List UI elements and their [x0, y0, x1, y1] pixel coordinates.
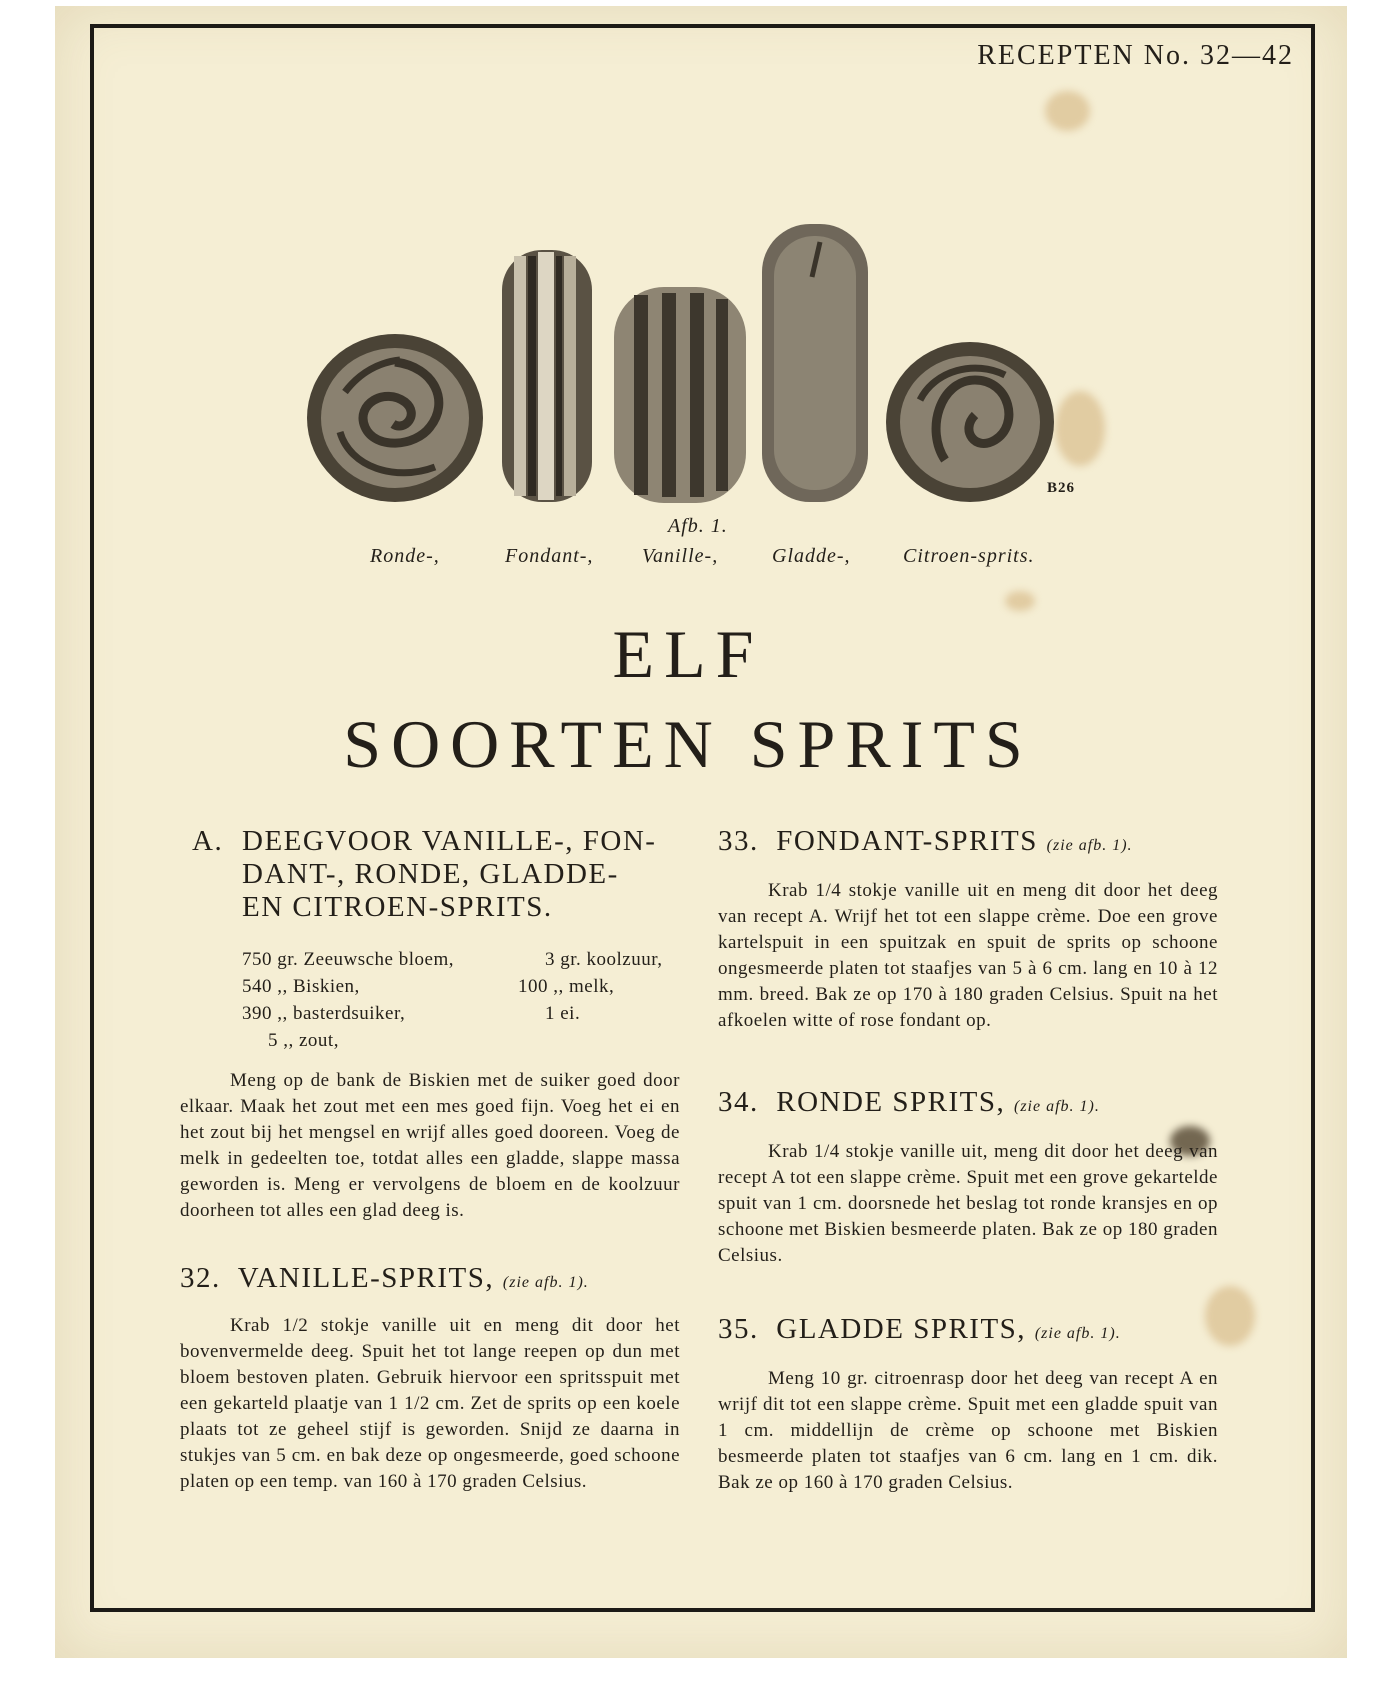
- fondant-sprits-image: [500, 248, 594, 504]
- vanille-sprits-image: [612, 285, 748, 505]
- section-title: RONDE SPRITS,: [776, 1086, 1006, 1118]
- figure-label-citroen: Citroen-sprits.: [903, 545, 1035, 567]
- figure-reference: (zie afb. 1).: [1014, 1098, 1100, 1115]
- figure-caption: Afb. 1.: [668, 515, 728, 537]
- right-column: [718, 825, 1218, 1496]
- section-a-label: A.: [192, 825, 224, 857]
- gladde-sprits-image: [760, 222, 870, 504]
- figure-reference: (zie afb. 1).: [1034, 1325, 1121, 1342]
- figure-label-ronde: Ronde-,: [370, 545, 440, 567]
- ingredient-list: [180, 946, 680, 1054]
- section-title: GLADDE SPRITS,: [776, 1313, 1027, 1345]
- section-32-text: Krab 1/2 stokje vanille uit en meng dit door het bovenvermelde deeg. Spuit het tot lange reepen op dun met bloem bestoven platen. Gebruik hiervoor een spritsspuit met een gekarteld plaatje van 1 1/2 cm. Zet de sprits op een koele plaats tot ze geheel stijf is geworden. Snijd ze daarna in stukjes van 5 cm. en bak deze op ongesmeerde, goed schoone platen op een temp. van 160 à 170 graden Celsius.: [180, 1315, 680, 1492]
- section-a-heading-line: DEEGVOOR VANILLE-, FON-: [242, 825, 657, 857]
- figure-reference: (zie afb. 1).: [1046, 837, 1133, 854]
- ronde-sprits-image: [305, 332, 485, 504]
- figure-reference: (zie afb. 1).: [502, 1274, 589, 1291]
- section-number: 33.: [718, 825, 759, 857]
- section-a-heading-line: EN CITROEN-SPRITS.: [242, 891, 553, 923]
- left-column: [180, 825, 680, 1495]
- citroen-sprits-image: [885, 340, 1055, 505]
- figure-label-fondant: Fondant-,: [505, 545, 594, 567]
- ingredient: 750 gr. Zeeuwsche bloem,: [242, 949, 454, 970]
- running-head: RECEPTEN No. 32—42: [977, 40, 1294, 71]
- section-number: 32.: [180, 1262, 221, 1294]
- section-a-heading: [242, 825, 680, 924]
- section-35-text: Meng 10 gr. citroenrasp door het deeg van recept A en wrijf dit tot een slappe crème. Spuit met een gladde spuit van 1 cm. middellijn de crème op schoone met Biskien besmeerde platen tot staafjes van 6 cm. lang en 1 cm. dik. Bak ze op 160 à 170 graden Celsius.: [718, 1368, 1218, 1493]
- ingredient: 390 ,, basterdsuiker,: [242, 1003, 406, 1024]
- section-number: 34.: [718, 1086, 759, 1118]
- section-33-text: Krab 1/4 stokje vanille uit en meng dit door het deeg van recept A. Wrijf het tot een slappe crème. Doe een grove kartelspuit in een spuitzak en spuit de sprits op schoone ongesmeerde platen tot staafjes van 5 à 6 cm. lang en 10 à 12 mm. breed. Bak ze op 170 à 180 graden Celsius. Spuit na het afkoelen witte of rose fondant op.: [718, 880, 1218, 1031]
- figure-label-gladde: Gladde-,: [772, 545, 851, 567]
- section-34-heading: [718, 1086, 1218, 1123]
- ingredient: 5 ,, zout,: [268, 1030, 339, 1051]
- title-line-1: ELF: [612, 616, 764, 692]
- ingredient: 1 ei.: [545, 1003, 581, 1024]
- section-a-text: Meng op de bank de Biskien met de suiker goed door elkaar. Maak het zout met een mes goed fijn. Voeg het ei en het zout bij het mengsel en wrijf alles goed dooreen. Voeg de melk in gedeelten toe, totdat alles een gladde, slappe massa geworden is. Meng er vervolgens de bloem en de koolzuur doorheen tot alles een glad deeg is.: [180, 1070, 680, 1221]
- section-number: 35.: [718, 1313, 759, 1345]
- figure-label-vanille: Vanille-,: [642, 545, 719, 567]
- cookie-figure: [0, 200, 1376, 520]
- section-33-heading: [718, 825, 1218, 862]
- ingredient: 540 ,, Biskien,: [242, 976, 360, 997]
- section-a-heading-line: DANT-, RONDE, GLADDE-: [242, 858, 619, 890]
- section-title: FONDANT-SPRITS: [776, 825, 1038, 857]
- title-line-2: SOORTEN SPRITS: [343, 706, 1033, 782]
- ingredient: 100 ,, melk,: [518, 976, 615, 997]
- section-35-heading: [718, 1313, 1218, 1350]
- section-a: [180, 825, 680, 924]
- section-32-heading: [180, 1262, 680, 1299]
- section-34-text: Krab 1/4 stokje vanille uit, meng dit door het deeg van recept A tot een slappe crème. Spuit met een grove gekartelde spuit van 1 cm. doorsnede het beslag tot ronde kransjes en op schoone met Biskien besmeerde platen. Bak ze op 180 graden Celsius.: [718, 1141, 1218, 1266]
- section-title: VANILLE-SPRITS,: [237, 1262, 495, 1294]
- figure-code: B26: [1047, 480, 1076, 496]
- ingredient: 3 gr. koolzuur,: [545, 949, 663, 970]
